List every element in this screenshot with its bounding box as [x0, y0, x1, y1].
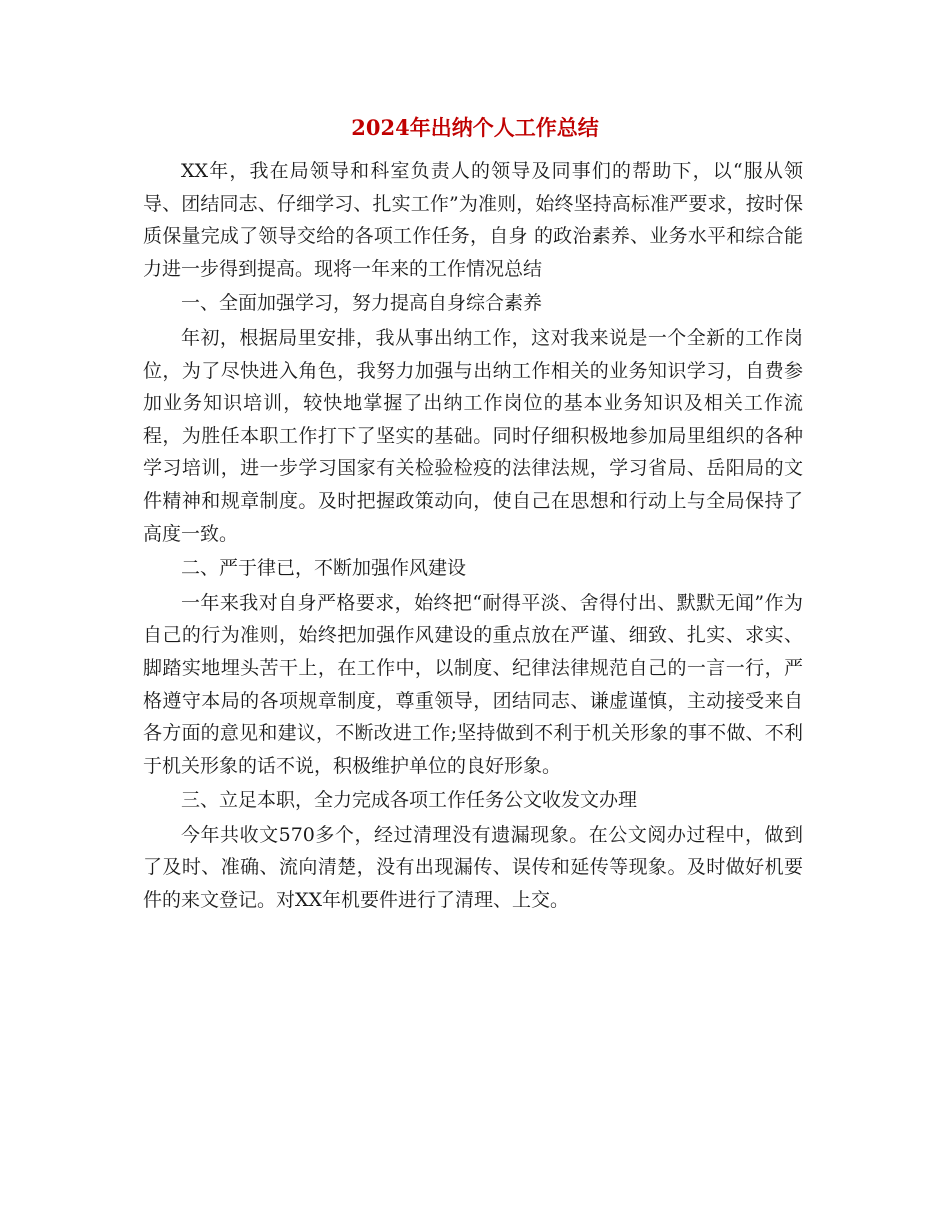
paragraph-intro: XX年，我在局领导和科室负责人的领导及同事们的帮助下，以“服从领导、团结同志、仔细学习、扎实工作”为准则，始终坚持高标准严要求，按时保质保量完成了领导交给的各项工作任务，自身 的政治素养、业务水平和综合能力进一步得到提高。现将一年来的工作情况总结	[143, 160, 803, 280]
section-heading-3: 三、立足本职，全力完成各项工作任务公文收发文办理	[181, 789, 638, 812]
document-body	[143, 155, 803, 917]
section-heading-2: 二、严于律已，不断加强作风建设	[181, 557, 467, 580]
paragraph-discipline: 一年来我对自身严格要求，始终把“耐得平淡、舍得付出、默默无闻”作为自己的行为准则，始终把加强作风建设的重点放在严谨、细致、扎实、求实、脚踏实地埋头苦干上，在工作中，以制度、纪律法律规范自己的一言一行，严格遵守本局的各项规章制度，尊重领导，团结同志、谦虚谨慎，主动接受来自各方面的意见和建议，不断改进工作;坚持做到不利于机关形象的事不做、不利于机关形象的话不说，积极维护单位的良好形象。	[143, 591, 803, 777]
document-title: 2024年出纳个人工作总结	[351, 115, 599, 140]
paragraph-study: 年初，根据局里安排，我从事出纳工作，这对我来说是一个全新的工作岗位，为了尽快进入角色，我努力加强与出纳工作相关的业务知识学习，自费参加业务知识培训，较快地掌握了出纳工作岗位的基本业务知识及相关工作流程，为胜任本职工作打下了坚实的基础。同时仔细积极地参加局里组织的各种学习培训，进一步学习国家有关检验检疫的法律法规，学习省局、岳阳局的文件精神和规章制度。及时把握政策动向，使自己在思想和行动上与全局保持了高度一致。	[143, 326, 803, 545]
paragraph-documents: 今年共收文570多个，经过清理没有遗漏现象。在公文阅办过程中，做到了及时、准确、流向清楚，没有出现漏传、误传和延传等现象。及时做好机要件的来文登记。对XX年机要件进行了清理、上交。	[143, 823, 803, 912]
section-heading-1: 一、全面加强学习，努力提高自身综合素养	[181, 292, 543, 315]
